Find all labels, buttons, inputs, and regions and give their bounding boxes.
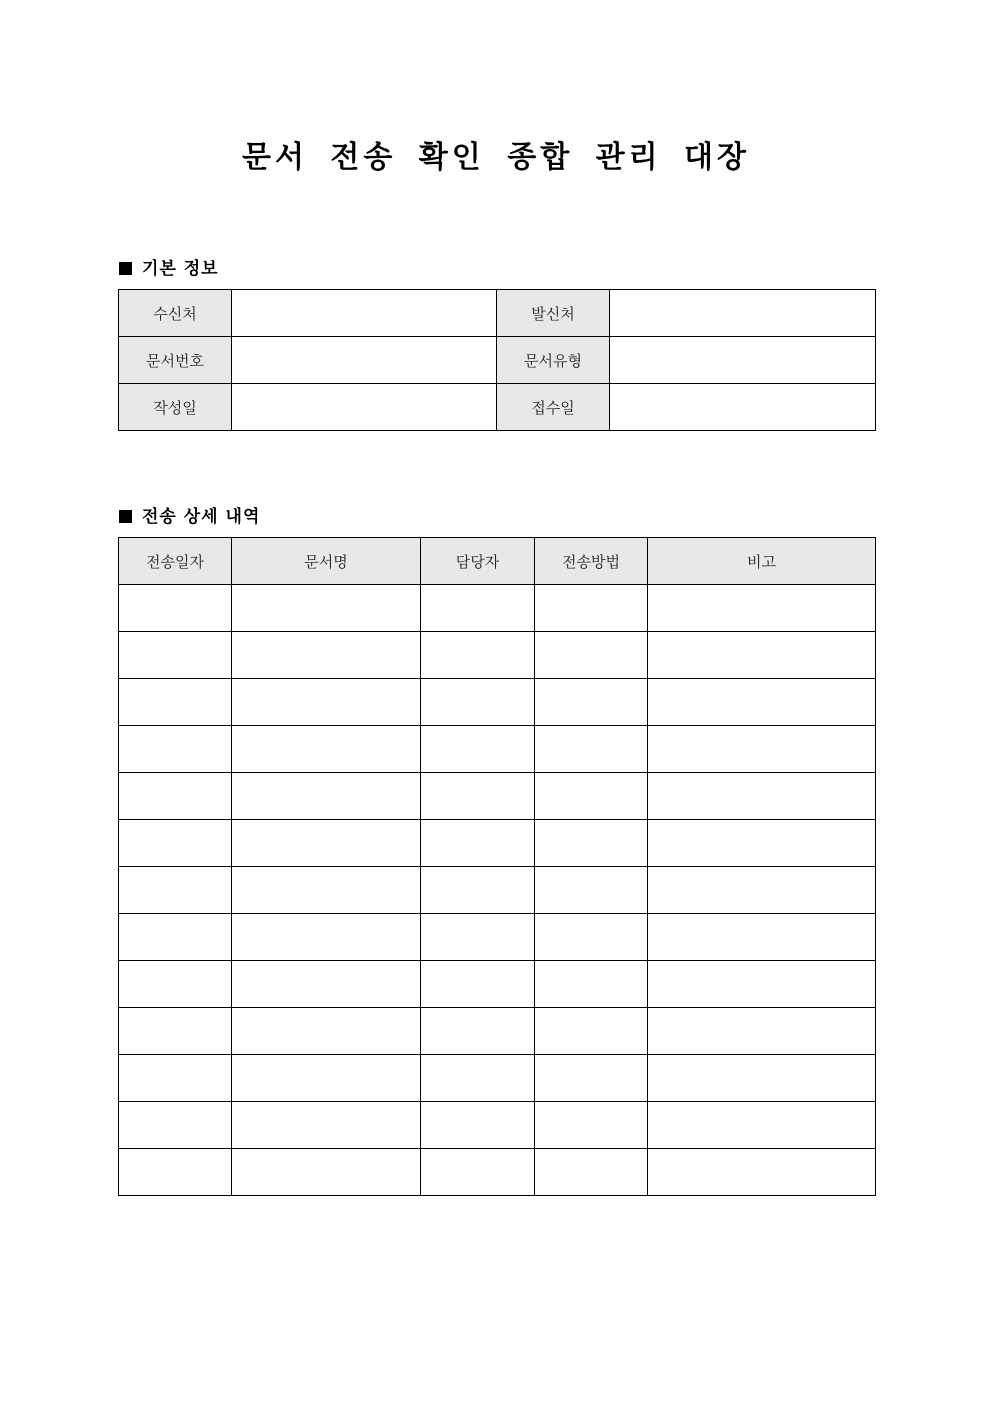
table-row <box>119 961 876 1008</box>
field-value-cell[interactable] <box>232 290 497 337</box>
table-cell[interactable] <box>232 585 421 632</box>
page-title: 문서 전송 확인 종합 관리 대장 <box>242 140 750 175</box>
table-cell[interactable] <box>119 820 232 867</box>
table-cell[interactable] <box>232 632 421 679</box>
table-cell[interactable] <box>232 726 421 773</box>
table-row <box>119 914 876 961</box>
table-cell[interactable] <box>421 820 535 867</box>
square-bullet-icon <box>119 510 132 523</box>
section-heading-text: 전송 상세 내역 <box>142 507 261 527</box>
table-cell[interactable] <box>535 1149 648 1196</box>
table-row <box>119 1102 876 1149</box>
section-heading-transfer-details <box>119 502 260 527</box>
table-cell[interactable] <box>232 1008 421 1055</box>
table-cell[interactable] <box>421 961 535 1008</box>
table-row <box>119 820 876 867</box>
table-cell[interactable] <box>119 679 232 726</box>
table-cell[interactable] <box>535 914 648 961</box>
table-cell[interactable] <box>421 914 535 961</box>
info-row <box>119 384 876 431</box>
table-row <box>119 679 876 726</box>
table-cell[interactable] <box>648 1055 876 1102</box>
table-cell[interactable] <box>232 1102 421 1149</box>
table-cell[interactable] <box>421 585 535 632</box>
table-cell[interactable] <box>421 867 535 914</box>
table-cell[interactable] <box>232 1055 421 1102</box>
table-cell[interactable] <box>535 773 648 820</box>
table-cell[interactable] <box>421 1008 535 1055</box>
table-row <box>119 1008 876 1055</box>
table-cell[interactable] <box>232 820 421 867</box>
field-label: 작성일 <box>119 384 232 431</box>
table-cell[interactable] <box>421 773 535 820</box>
table-row <box>119 632 876 679</box>
table-cell[interactable] <box>535 1102 648 1149</box>
field-value-cell[interactable] <box>610 290 876 337</box>
table-row <box>119 726 876 773</box>
field-label: 접수일 <box>497 384 610 431</box>
column-header: 전송일자 <box>119 538 232 585</box>
table-row <box>119 773 876 820</box>
table-cell[interactable] <box>535 820 648 867</box>
column-header: 문서명 <box>232 538 421 585</box>
table-cell[interactable] <box>648 820 876 867</box>
table-cell[interactable] <box>648 914 876 961</box>
table-cell[interactable] <box>421 1102 535 1149</box>
info-row <box>119 337 876 384</box>
table-cell[interactable] <box>232 867 421 914</box>
column-header: 비고 <box>648 538 876 585</box>
table-cell[interactable] <box>535 961 648 1008</box>
table-cell[interactable] <box>421 1149 535 1196</box>
table-row <box>119 1055 876 1102</box>
table-cell[interactable] <box>232 961 421 1008</box>
table-cell[interactable] <box>648 726 876 773</box>
section-heading-basic-info <box>119 254 219 279</box>
table-cell[interactable] <box>648 1008 876 1055</box>
table-cell[interactable] <box>648 1102 876 1149</box>
column-header: 담당자 <box>421 538 535 585</box>
table-cell[interactable] <box>119 1149 232 1196</box>
table-cell[interactable] <box>535 1008 648 1055</box>
table-cell[interactable] <box>119 726 232 773</box>
table-cell[interactable] <box>232 914 421 961</box>
table-row <box>119 585 876 632</box>
table-cell[interactable] <box>535 679 648 726</box>
table-cell[interactable] <box>648 961 876 1008</box>
table-header-row <box>119 538 876 585</box>
table-cell[interactable] <box>648 585 876 632</box>
field-value-cell[interactable] <box>610 337 876 384</box>
table-cell[interactable] <box>535 632 648 679</box>
table-cell[interactable] <box>648 1149 876 1196</box>
table-cell[interactable] <box>648 632 876 679</box>
table-cell[interactable] <box>535 1055 648 1102</box>
table-cell[interactable] <box>421 679 535 726</box>
table-cell[interactable] <box>648 867 876 914</box>
table-cell[interactable] <box>421 1055 535 1102</box>
table-cell[interactable] <box>232 1149 421 1196</box>
transfer-details-table <box>118 537 876 1196</box>
field-value-cell[interactable] <box>610 384 876 431</box>
table-cell[interactable] <box>648 679 876 726</box>
table-cell[interactable] <box>535 867 648 914</box>
table-cell[interactable] <box>119 961 232 1008</box>
table-cell[interactable] <box>421 632 535 679</box>
table-cell[interactable] <box>232 773 421 820</box>
table-cell[interactable] <box>119 1102 232 1149</box>
table-cell[interactable] <box>119 867 232 914</box>
field-label: 문서번호 <box>119 337 232 384</box>
table-cell[interactable] <box>119 632 232 679</box>
basic-info-table <box>118 289 876 431</box>
field-value-cell[interactable] <box>232 384 497 431</box>
column-header: 전송방법 <box>535 538 648 585</box>
table-cell[interactable] <box>421 726 535 773</box>
field-label: 발신처 <box>497 290 610 337</box>
table-cell[interactable] <box>535 726 648 773</box>
field-value-cell[interactable] <box>232 337 497 384</box>
table-cell[interactable] <box>232 679 421 726</box>
table-cell[interactable] <box>119 914 232 961</box>
table-cell[interactable] <box>119 585 232 632</box>
table-row <box>119 867 876 914</box>
section-heading-text: 기본 정보 <box>142 259 219 279</box>
table-cell[interactable] <box>119 773 232 820</box>
table-cell[interactable] <box>119 1055 232 1102</box>
table-cell[interactable] <box>535 585 648 632</box>
table-cell[interactable] <box>119 1008 232 1055</box>
field-label: 수신처 <box>119 290 232 337</box>
field-label: 문서유형 <box>497 337 610 384</box>
info-row <box>119 290 876 337</box>
table-row <box>119 1149 876 1196</box>
table-cell[interactable] <box>648 773 876 820</box>
square-bullet-icon <box>119 262 132 275</box>
